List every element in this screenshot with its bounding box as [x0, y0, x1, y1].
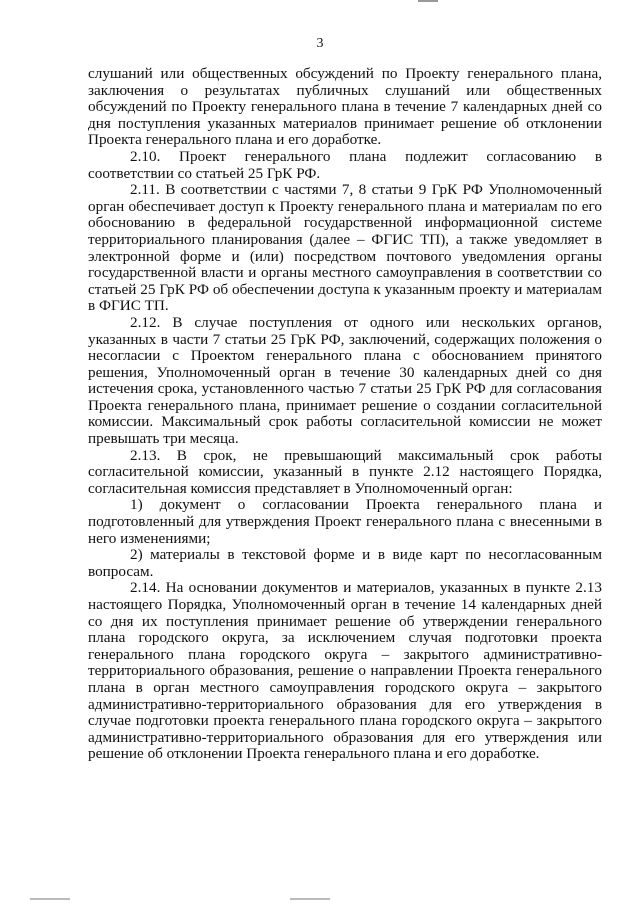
paragraph-2-13: 2.13. В срок, не превышающий максимальный срок работы согласительной комиссии, указанный в пункте 2.12 настоящего Порядка, согласительная комиссия представляет в Уполномоченный орган:: [88, 446, 602, 497]
list-item-2: 2) материалы в текстовой форме и в виде карт по несогласованным вопросам.: [88, 546, 602, 580]
paragraph-2-10: 2.10. Проект генерального плана подлежит согласованию в соответствии со статьей 25 ГрК РФ.: [88, 147, 602, 182]
scan-artifact-top: [418, 0, 438, 2]
document-body: [88, 66, 602, 763]
paragraph-2-14: 2.14. На основании документов и материалов, указанных в пункте 2.13 настоящего Порядка, Уполномоченный орган в течение 14 календарных дней со дня их поступления принимает решение об утверждении генерального плана городского округа, за исключением случая подготовки проекта генерального плана городского округа – закрытого административно-территориального образования, решение о направлении Проекта генерального плана в орган местного самоуправления городского округа – закрытого административно-территориального образования для его утверждения в случае подготовки проекта генерального плана городского округа – закрытого административно-территориального образования для его утверждения или решение об отклонении Проекта генерального плана и его доработке.: [88, 579, 602, 763]
page-number: 3: [316, 36, 324, 51]
scan-artifact-bottom-left: [30, 898, 70, 900]
list-item-1: 1) документ о согласовании Проекта генерального плана и подготовленный для утверждения Проект генерального плана с внесенными в него изменениями;: [88, 496, 602, 547]
paragraph-continuation: слушаний или общественных обсуждений по Проекту генерального плана, заключения о результатах публичных слушаний или общественных обсуждений по Проекту генерального плана в течение 7 календарных дней со дня поступления указанных материалов принимает решение об отклонении Проекта генерального плана и его доработке.: [88, 65, 602, 149]
paragraph-2-11: 2.11. В соответствии с частями 7, 8 статьи 9 ГрК РФ Уполномоченный орган обеспечивает доступ к Проекту генерального плана и материалам по его обоснованию в федеральной государственной информационной системе территориального планирования (далее – ФГИС ТП), а также уведомляет в электронной форме и (или) посредством почтового уведомления органы государственной власти и органы местного самоуправления в соответствии со статьей 25 ГрК РФ об обеспечении доступа к указанным проекту и материалам в ФГИС ТП.: [88, 181, 602, 315]
paragraph-2-12: 2.12. В случае поступления от одного или нескольких органов, указанных в части 7 статьи 25 ГрК РФ, заключений, содержащих положения о несогласии с Проектом генерального плана с обоснованием принятого решения, Уполномоченный орган в течение 30 календарных дней со дня истечения срока, установленного частью 7 статьи 25 ГрК РФ для согласования Проекта генерального плана, принимает решение о создании согласительной комиссии. Максимальный срок работы согласительной комиссии не может превышать три месяца.: [88, 313, 602, 448]
scan-artifact-bottom-center: [290, 898, 330, 900]
